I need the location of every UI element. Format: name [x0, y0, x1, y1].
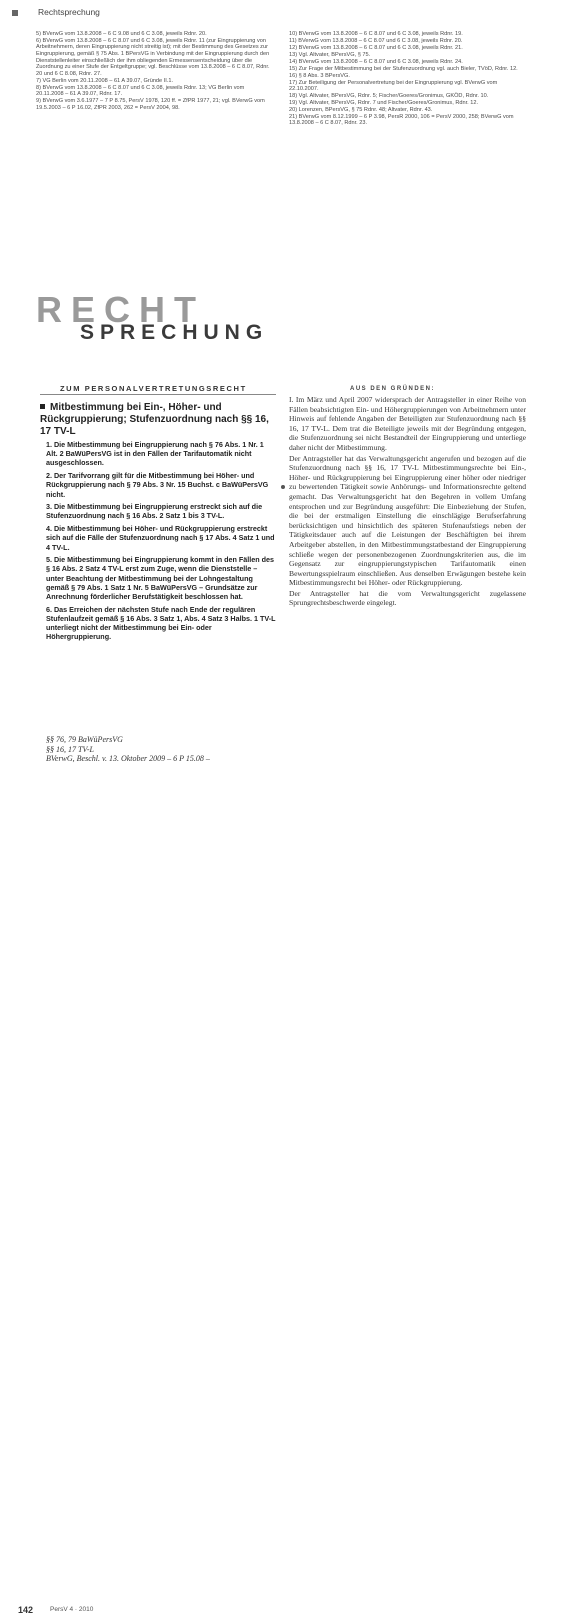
footnote: 18) Vgl. Altvater, BPersVG, Rdnr. 5; Fischer/Goeres/Gronimus, GKÖD, Rdnr. 10.: [289, 93, 489, 100]
page-footer: [0, 802, 562, 1615]
footnote: 21) BVerwG vom 8.12.1999 – 6 P 3.98, PersR 2000, 106 = PersV 2000, 258; BVerwG vom 13.8.2008 – 6 C 8.07, Rdnr. 23.: [289, 113, 514, 127]
body-paragraph: Der Antragsteller hat die vom Verwaltungsgericht zugelassene Sprungrechtsbeschwerde eingelegt.: [289, 588, 526, 608]
footnote: 5) BVerwG vom 13.8.2008 – 6 C 9.08 und 6 C 3.08, jeweils Rdnr. 20.: [36, 31, 207, 37]
footnote: 17) Zur Beteiligung der Personalvertretung bei der Eingruppierung vgl. BVerwG vom 22.10.2007.: [289, 79, 498, 93]
footnote: 13) Vgl. Altvater, BPersVG, § 75.: [289, 51, 371, 58]
headnotes: [46, 440, 276, 645]
reasons-body: [289, 395, 526, 609]
body-paragraph: Der Antragsteller hat das Verwaltungsgericht angerufen und bezogen auf die Stufenzuordnung nach §§ 16, 17 TV-L Mitbestimmungsrechte bei Ein-, Höher- und Rückgruppierung bei Eingruppierung einer höher oder niedriger zu bewertenden Tätigkeit sowie Anhörungs- und Informationsrechte geltend gemacht. Das Verwaltungsgericht hat den Begehren in vollem Umfang entsprochen und zur Begründung ausgeführt: Die Einbeziehung der Stufen, die bei der erstmaligen Einstellung die einschlägige Berufserfahrung berücksichtigen und hinsichtlich des späteren Stufenaufstiegs neben der Tätigkeitsdauer auch auf die Leistungen der Beschäftigten bei ihrem Arbeitgeber abstellen, in den Mitbestimmungstatbestand der Eingruppierung schließe wegen der personenbezogenen Zuordnungskriterien aus, die im Gegensatz zur eingruppierungstypischen Tarifautomatik einen Bewertungsspielraum einschließen. Aus denselben Erwägungen bestehe kein Mitbestimmungsrecht bei Höher- oder Rückgruppierung.: [289, 453, 526, 588]
journal-reference: PersV 4 · 2010: [50, 1606, 94, 1613]
header-marker: [12, 10, 18, 16]
running-header-title: Rechtsprechung: [38, 7, 100, 17]
footnotes-right: [289, 31, 525, 127]
citation: §§ 16, 17 TV-L: [46, 744, 95, 754]
headnote: 3. Die Mitbestimmung bei Eingruppierung erstreckt sich auf die Stufenzuordnung nach § 16 Abs. 2 Satz 1 bis 3 TV-L.: [46, 502, 263, 521]
section-kicker: ZUM PERSONALVERTRETUNGSRECHT: [60, 384, 247, 393]
footnote: 15) Zur Frage der Mitbestimmung bei der Stufenzuordnung vgl. auch Bieler, TVöD, Rdnr. 12.: [289, 65, 518, 72]
footnote: 10) BVerwG vom 13.8.2008 – 6 C 8.07 und 6 C 3.08, jeweils Rdnr. 19.: [289, 31, 463, 37]
citations: [46, 735, 276, 764]
footnote: 8) BVerwG vom 13.8.2008 – 6 C 8.07 und 6 C 3.08, jeweils Rdnr. 13; VG Berlin vom 20.11.2008 – 61 A 39.07, Rdnr. 17.: [36, 84, 245, 98]
citation: §§ 76, 79 BaWüPersVG: [46, 735, 123, 744]
footnote: 6) BVerwG vom 13.8.2008 – 6 C 8.07 und 6 C 3.08, jeweils Rdnr. 11 (zur Eingruppierung von Arbeitnehmern, deren Eingruppierung nicht streitig ist); mit der Bestimmung des Gesetzes zur Eingruppierung, gemäß § 75 Abs. 1 BPersVG in Verbindung mit der Eingruppierung durch den Dienststellenleiter einschließlich der ihm obliegenden Ermessensentscheidung über die Zuordnung zu einer Stufe der Entgeltgruppe; vgl. Beschlüsse vom 13.8.2008 – 6 C 8.07, Rdnr. 20 und 6 C 8.08, Rdnr. 27.: [36, 37, 270, 77]
headnote: 1. Die Mitbestimmung bei Eingruppierung nach § 76 Abs. 1 Nr. 1 Alt. 2 BaWüPersVG ist in den Fällen der Tarifautomatik nicht ausgeschlossen.: [46, 440, 264, 468]
page-number: 142: [18, 1605, 34, 1615]
footnote: 9) BVerwG vom 3.6.1977 – 7 P 8.75, PersV 1978, 120 ff. = ZfPR 1977, 21; vgl. BVerwG vom 19.5.2003 – 6 P 16.02, ZfPR 2003, 262 = PersV 2004, 98.: [36, 98, 265, 111]
footnote: 7) VG Berlin vom 20.11.2008 – 61 A 39.07, Gründe II.1.: [36, 77, 174, 84]
reasons-kicker: AUS DEN GRÜNDEN:: [350, 386, 436, 392]
page-title-line1: RECHT: [36, 289, 205, 330]
citation: BVerwG, Beschl. v. 13. Oktober 2009 – 6 P 15.08 –: [46, 754, 210, 764]
headnote: 5. Die Mitbestimmung bei Eingruppierung kommt in den Fällen des § 16 Abs. 2 Satz 4 TV-L erst zum Zuge, wenn die Dienststelle – unter Beachtung der Mitbestimmung bei der Lohngestaltung gemäß § 79 Abs. 1 Satz 1 Nr. 5 BaWüPersVG – Grundsätze zur Anrechnung förderlicher Berufstätigkeit beschlossen hat.: [46, 555, 275, 602]
ruling-title: [40, 402, 274, 438]
footnote: 16) § 8 Abs. 3 BPersVG.: [289, 72, 350, 79]
headnote: 6. Das Erreichen der nächsten Stufe nach Ende der regulären Stufenlaufzeit gemäß § 16 Abs. 3 Satz 1, Abs. 4 Satz 3 Halbs. 1 TV-L unterliegt nicht der Mitbestimmung bei Ein- oder Höhergruppierung.: [46, 604, 276, 642]
body-paragraph: I. Im März und April 2007 widersprach der Antragsteller in einer Reihe von Fällen beabsichtigten Ein- und Höhergruppierungen von Arbeitnehmern unter Hinweis auf fehlende Angaben der Beteiligten zur Stufenzuordnung nach §§ 16, 17 TV-L. Dem trat die Beteiligte jeweils mit der Begründung entgegen, die Stufenzuordnung sei nicht Bestandteil der Eingruppierung und unterliege daher nicht der Mitbestimmung.: [289, 395, 526, 452]
ruling-title-text: Mitbestimmung bei Ein-, Höher- und Rückgruppierung; Stufenzuordnung nach §§ 16, 17 TV-L: [40, 402, 269, 437]
headnote: 2. Der Tarifvorrang gilt für die Mitbestimmung bei Höher- und Rückgruppierung nach § 79 Abs. 3 Nr. 15 Buchst. c BaWüPersVG nicht.: [46, 471, 269, 499]
running-header: [0, 0, 562, 26]
footnotes-left: [36, 31, 272, 112]
column-bullet-icon: [281, 485, 285, 489]
footnote: 14) BVerwG vom 13.8.2008 – 6 C 8.07 und 6 C 3.08, jeweils Rdnr. 24.: [289, 58, 463, 65]
headnote: 4. Die Mitbestimmung bei Höher- und Rückgruppierung erstreckt sich auf die Fälle der Stufenzuordnung nach § 17 Abs. 4 Satz 1 und 4 TV-L.: [46, 524, 275, 552]
footnote: 19) Vgl. Altvater, BPersVG, Rdnr. 7 und Fischer/Goeres/Gronimus, Rdnr. 12.: [289, 99, 479, 106]
square-bullet-icon: [40, 404, 45, 409]
page-title-line2: SPRECHUNG: [80, 321, 269, 344]
footnote: 20) Lorenzen, BPersVG, § 75 Rdnr. 48; Altvater, Rdnr. 43.: [289, 106, 433, 113]
footnote: 12) BVerwG vom 13.8.2008 – 6 C 8.07 und 6 C 3.08, jeweils Rdnr. 21.: [289, 44, 463, 51]
footnote: 11) BVerwG vom 13.8.2008 – 6 C 8.07 und 6 C 3.08, jeweils Rdnr. 20.: [289, 37, 463, 44]
section-divider: [40, 394, 276, 395]
